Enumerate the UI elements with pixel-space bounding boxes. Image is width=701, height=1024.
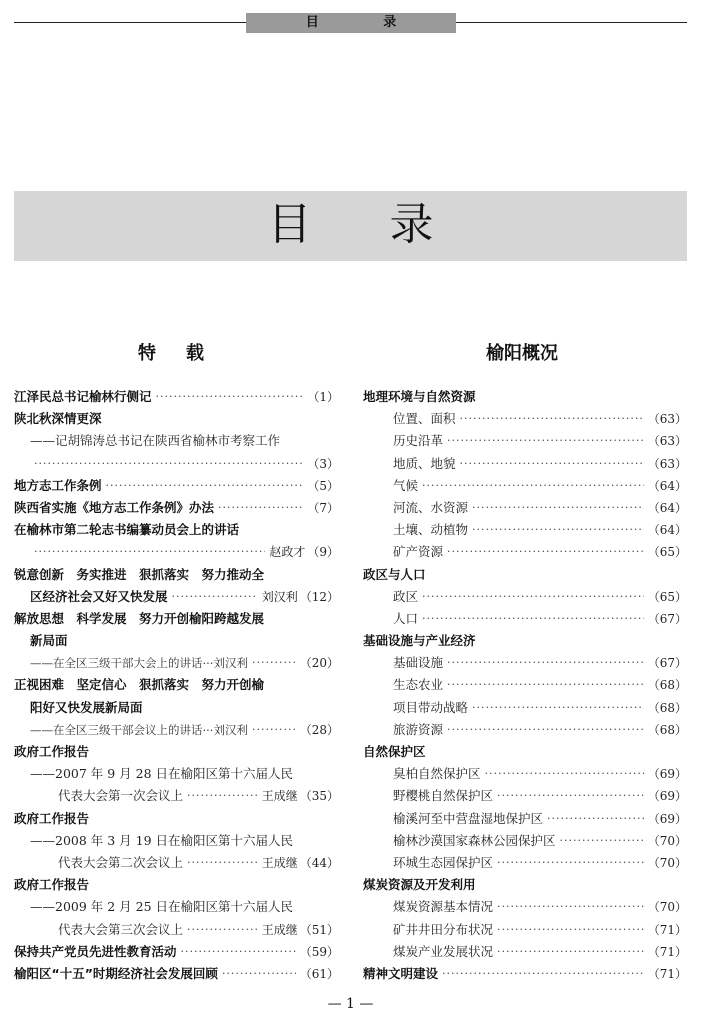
entry-title: 榆林沙漠国家森林公园保护区 (393, 832, 556, 848)
entry-page-number: （65） (647, 545, 687, 560)
entry-page-number: （71） (647, 922, 687, 937)
dot-leader (497, 852, 644, 874)
toc-entry[interactable] (14, 408, 339, 430)
entry-page-number: （70） (647, 833, 687, 848)
entry-title: 政府工作报告 (14, 877, 90, 893)
toc-entry[interactable] (14, 497, 339, 519)
toc-entry[interactable] (363, 919, 687, 941)
toc-entry[interactable] (363, 785, 687, 807)
entry-title: ——2007 年 9 月 28 日在榆阳区第十六届人民 (30, 766, 294, 782)
toc-entry[interactable] (14, 874, 339, 896)
toc-entry[interactable] (14, 785, 339, 807)
toc-entry[interactable] (363, 741, 687, 763)
entry-title: ——2008 年 3 月 19 日在榆阳区第十六届人民 (30, 832, 294, 848)
title-banner (14, 191, 687, 261)
entry-title: 正视困难 坚定信心 狠抓落实 努力开创榆 (14, 677, 265, 693)
entry-page-number: （63） (647, 434, 687, 449)
toc-entry[interactable] (14, 741, 339, 763)
dot-leader (447, 674, 644, 696)
dot-leader (34, 541, 265, 563)
entry-page-number: （20） (299, 656, 339, 671)
dot-leader (472, 519, 644, 541)
dot-leader (497, 785, 644, 807)
entry-title: 野樱桃自然保护区 (393, 788, 494, 804)
entry-title: 位置、面积 (393, 411, 456, 427)
header-rule-left (14, 22, 246, 23)
toc-entry[interactable] (14, 919, 339, 941)
dot-leader (442, 963, 644, 985)
entry-title: ——记胡锦涛总书记在陕西省榆林市考察工作 (30, 433, 281, 449)
toc-entry[interactable] (14, 541, 339, 563)
toc-entry[interactable] (363, 674, 687, 696)
dot-leader (560, 830, 644, 852)
toc-entry[interactable] (363, 564, 687, 586)
entry-page-number: （69） (647, 811, 687, 826)
entry-page-number: （5） (307, 478, 339, 493)
dot-leader (187, 852, 258, 874)
entry-page-number: （71） (647, 944, 687, 959)
toc-entry[interactable] (363, 874, 687, 896)
entry-page-number: （64） (647, 478, 687, 493)
entry-page-number: （61） (299, 966, 339, 981)
dot-leader (422, 475, 644, 497)
entry-page-number: （71） (647, 966, 687, 981)
entry-title: 气候 (393, 477, 419, 493)
entry-title: 矿产资源 (393, 544, 444, 560)
entry-title: ——在全区三级干部大会上的讲话···刘汉利 (30, 656, 248, 671)
toc-entry[interactable] (14, 630, 339, 652)
entry-page-number: （1） (307, 390, 339, 404)
toc-entry[interactable] (14, 430, 339, 452)
entry-title: 政区 (393, 588, 419, 604)
entry-title: 政府工作报告 (14, 744, 90, 759)
entry-page-number: （3） (307, 456, 339, 471)
dot-leader (497, 941, 644, 963)
entry-title: 人口 (393, 610, 419, 626)
toc-entry[interactable] (363, 697, 687, 719)
entry-page-number: （35） (299, 789, 339, 804)
dot-leader (222, 963, 296, 985)
entry-title: 煤炭资源及开发利用 (363, 877, 476, 893)
toc-entry[interactable] (363, 963, 687, 985)
dot-leader (472, 497, 644, 519)
entry-title: 陕北秋深情更深 (14, 411, 102, 427)
toc-entry[interactable] (14, 475, 339, 497)
entry-page-number: （65） (647, 589, 687, 604)
entry-page-number: （69） (647, 767, 687, 782)
toc-entry[interactable] (363, 386, 687, 408)
section-heading-special: 特载 (138, 343, 234, 364)
entry-title: 精神文明建设 (363, 965, 439, 981)
dot-leader (447, 652, 644, 674)
entry-page-number: （68） (647, 722, 687, 737)
entry-page-number: （69） (647, 789, 687, 804)
toc-entry[interactable] (363, 830, 687, 852)
dot-leader (252, 652, 296, 674)
entry-title: 代表大会第一次会议上 (58, 788, 184, 804)
entry-author: 赵政才 (269, 545, 306, 560)
entry-title: 环城生态园保护区 (393, 854, 494, 870)
toc-entry[interactable] (14, 586, 339, 608)
entry-title: 江泽民总书记榆林行侧记 (14, 389, 152, 404)
toc-entry[interactable] (363, 719, 687, 741)
dot-leader (447, 719, 644, 741)
toc-entry[interactable] (14, 808, 339, 830)
entry-title: 榆溪河至中营盘湿地保护区 (393, 810, 544, 826)
dot-leader (187, 785, 258, 807)
toc-entry[interactable] (363, 586, 687, 608)
dot-leader (485, 763, 644, 785)
entry-page-number: （68） (647, 678, 687, 693)
toc-entry[interactable] (14, 519, 339, 541)
dot-leader (106, 475, 304, 497)
toc-entry[interactable] (14, 763, 339, 785)
toc-entry[interactable] (363, 652, 687, 674)
dot-leader (472, 697, 644, 719)
toc-entry[interactable] (14, 963, 339, 985)
entry-page-number: （44） (299, 855, 339, 870)
toc-entry[interactable] (14, 386, 339, 408)
entry-author: 王成继 (261, 789, 298, 804)
dot-leader (422, 608, 644, 630)
entry-title: 煤炭产业发展状况 (393, 943, 494, 959)
entry-title: 矿井井田分布状况 (393, 921, 494, 937)
dot-leader (447, 430, 644, 452)
entry-author: 王成继 (261, 922, 298, 937)
entry-page-number: （9） (307, 545, 339, 560)
dot-leader (172, 586, 258, 608)
dot-leader (34, 453, 303, 475)
toc-entry[interactable] (363, 941, 687, 963)
entry-title: 政区与人口 (363, 566, 426, 582)
section-heading-overview: 榆阳概况 (486, 343, 558, 364)
toc-column-right (363, 386, 687, 985)
toc-entry[interactable] (363, 519, 687, 541)
entry-page-number: （64） (647, 500, 687, 515)
entry-title: 河流、水资源 (393, 499, 469, 515)
page-number: — 1 — (327, 996, 374, 1012)
running-header: 目 录 (246, 13, 456, 33)
dot-leader (156, 386, 304, 408)
toc-entry[interactable] (363, 896, 687, 918)
toc-entry[interactable] (363, 608, 687, 630)
entry-title: 陕西省实施《地方志工作条例》办法 (14, 499, 215, 515)
entry-page-number: （64） (647, 523, 687, 538)
entry-title: 地方志工作条例 (14, 477, 102, 493)
entry-title: 项目带动战略 (393, 699, 469, 715)
entry-title: 榆阳区“十五”时期经济社会发展回顾 (14, 965, 218, 981)
entry-title: 煤炭资源基本情况 (393, 899, 494, 915)
entry-page-number: （67） (647, 656, 687, 671)
entry-title: 新局面 (30, 633, 68, 649)
dot-leader (497, 896, 644, 918)
entry-page-number: （59） (299, 944, 339, 959)
entry-title: 臭柏自然保护区 (393, 766, 481, 782)
entry-page-number: （67） (647, 611, 687, 626)
dot-leader (460, 453, 644, 475)
entry-author: 刘汉利 (261, 589, 298, 604)
entry-page-number: （28） (299, 722, 339, 737)
entry-title: 在榆林市第二轮志书编纂动员会上的讲话 (14, 522, 240, 538)
entry-page-number: （68） (647, 700, 687, 715)
entry-title: 解放思想 科学发展 努力开创榆阳跨越发展 (14, 610, 265, 626)
entry-page-number: （70） (647, 900, 687, 915)
toc-entry[interactable] (14, 697, 339, 719)
entry-page-number: （63） (647, 412, 687, 427)
dot-leader (460, 408, 644, 430)
toc-entry[interactable] (14, 852, 339, 874)
toc-entry[interactable] (14, 941, 339, 963)
entry-title: 地理环境与自然资源 (363, 389, 476, 404)
header-rule-right (456, 22, 687, 23)
toc-entry[interactable] (363, 430, 687, 452)
toc-entry[interactable] (363, 541, 687, 563)
toc-entry[interactable] (14, 674, 339, 696)
dot-leader (547, 808, 644, 830)
toc-entry[interactable] (363, 763, 687, 785)
toc-entry[interactable] (363, 852, 687, 874)
entry-page-number: （12） (299, 589, 339, 604)
dot-leader (218, 497, 303, 519)
entry-title: 代表大会第二次会议上 (58, 854, 184, 870)
dot-leader (187, 919, 258, 941)
entry-title: 锐意创新 务实推进 狠抓落实 努力推动全 (14, 566, 265, 582)
entry-title: 自然保护区 (363, 744, 426, 759)
page-title: 目录 (267, 199, 512, 250)
entry-title: 生态农业 (393, 677, 444, 693)
toc-entry[interactable] (14, 830, 339, 852)
entry-title: 历史沿革 (393, 433, 444, 449)
toc-entry[interactable] (363, 808, 687, 830)
entry-title: 区经济社会又好又快发展 (30, 588, 168, 604)
toc-entry[interactable] (363, 475, 687, 497)
entry-title: 旅游资源 (393, 721, 444, 737)
entry-title: 基础设施 (393, 655, 444, 671)
dot-leader (252, 719, 296, 741)
entry-title: 基础设施与产业经济 (363, 633, 476, 649)
dot-leader (497, 919, 644, 941)
entry-title: 地质、地貌 (393, 455, 456, 471)
toc-entry[interactable] (363, 497, 687, 519)
entry-title: 政府工作报告 (14, 810, 90, 826)
toc-entry[interactable] (14, 652, 339, 674)
toc-entry[interactable] (14, 719, 339, 741)
entry-title: 土壤、动植物 (393, 522, 469, 538)
entry-page-number: （63） (647, 456, 687, 471)
entry-page-number: （51） (299, 922, 339, 937)
toc-entry[interactable] (14, 896, 339, 918)
toc-entry[interactable] (14, 608, 339, 630)
toc-entry[interactable] (363, 453, 687, 475)
entry-title: 阳好又快发展新局面 (30, 699, 143, 715)
toc-column-left (14, 386, 339, 985)
entry-title: ——在全区三级干部会议上的讲话···刘汉利 (30, 722, 248, 737)
entry-author: 王成继 (261, 855, 298, 870)
toc-entry[interactable] (14, 453, 339, 475)
dot-leader (422, 586, 644, 608)
dot-leader (181, 941, 296, 963)
toc-entry[interactable] (363, 408, 687, 430)
entry-page-number: （7） (307, 500, 339, 515)
entry-title: 保持共产党员先进性教育活动 (14, 943, 177, 959)
entry-title: ——2009 年 2 月 25 日在榆阳区第十六届人民 (30, 899, 294, 915)
entry-page-number: （70） (647, 855, 687, 870)
toc-entry[interactable] (363, 630, 687, 652)
dot-leader (447, 541, 644, 563)
toc-entry[interactable] (14, 564, 339, 586)
entry-title: 代表大会第三次会议上 (58, 921, 184, 937)
